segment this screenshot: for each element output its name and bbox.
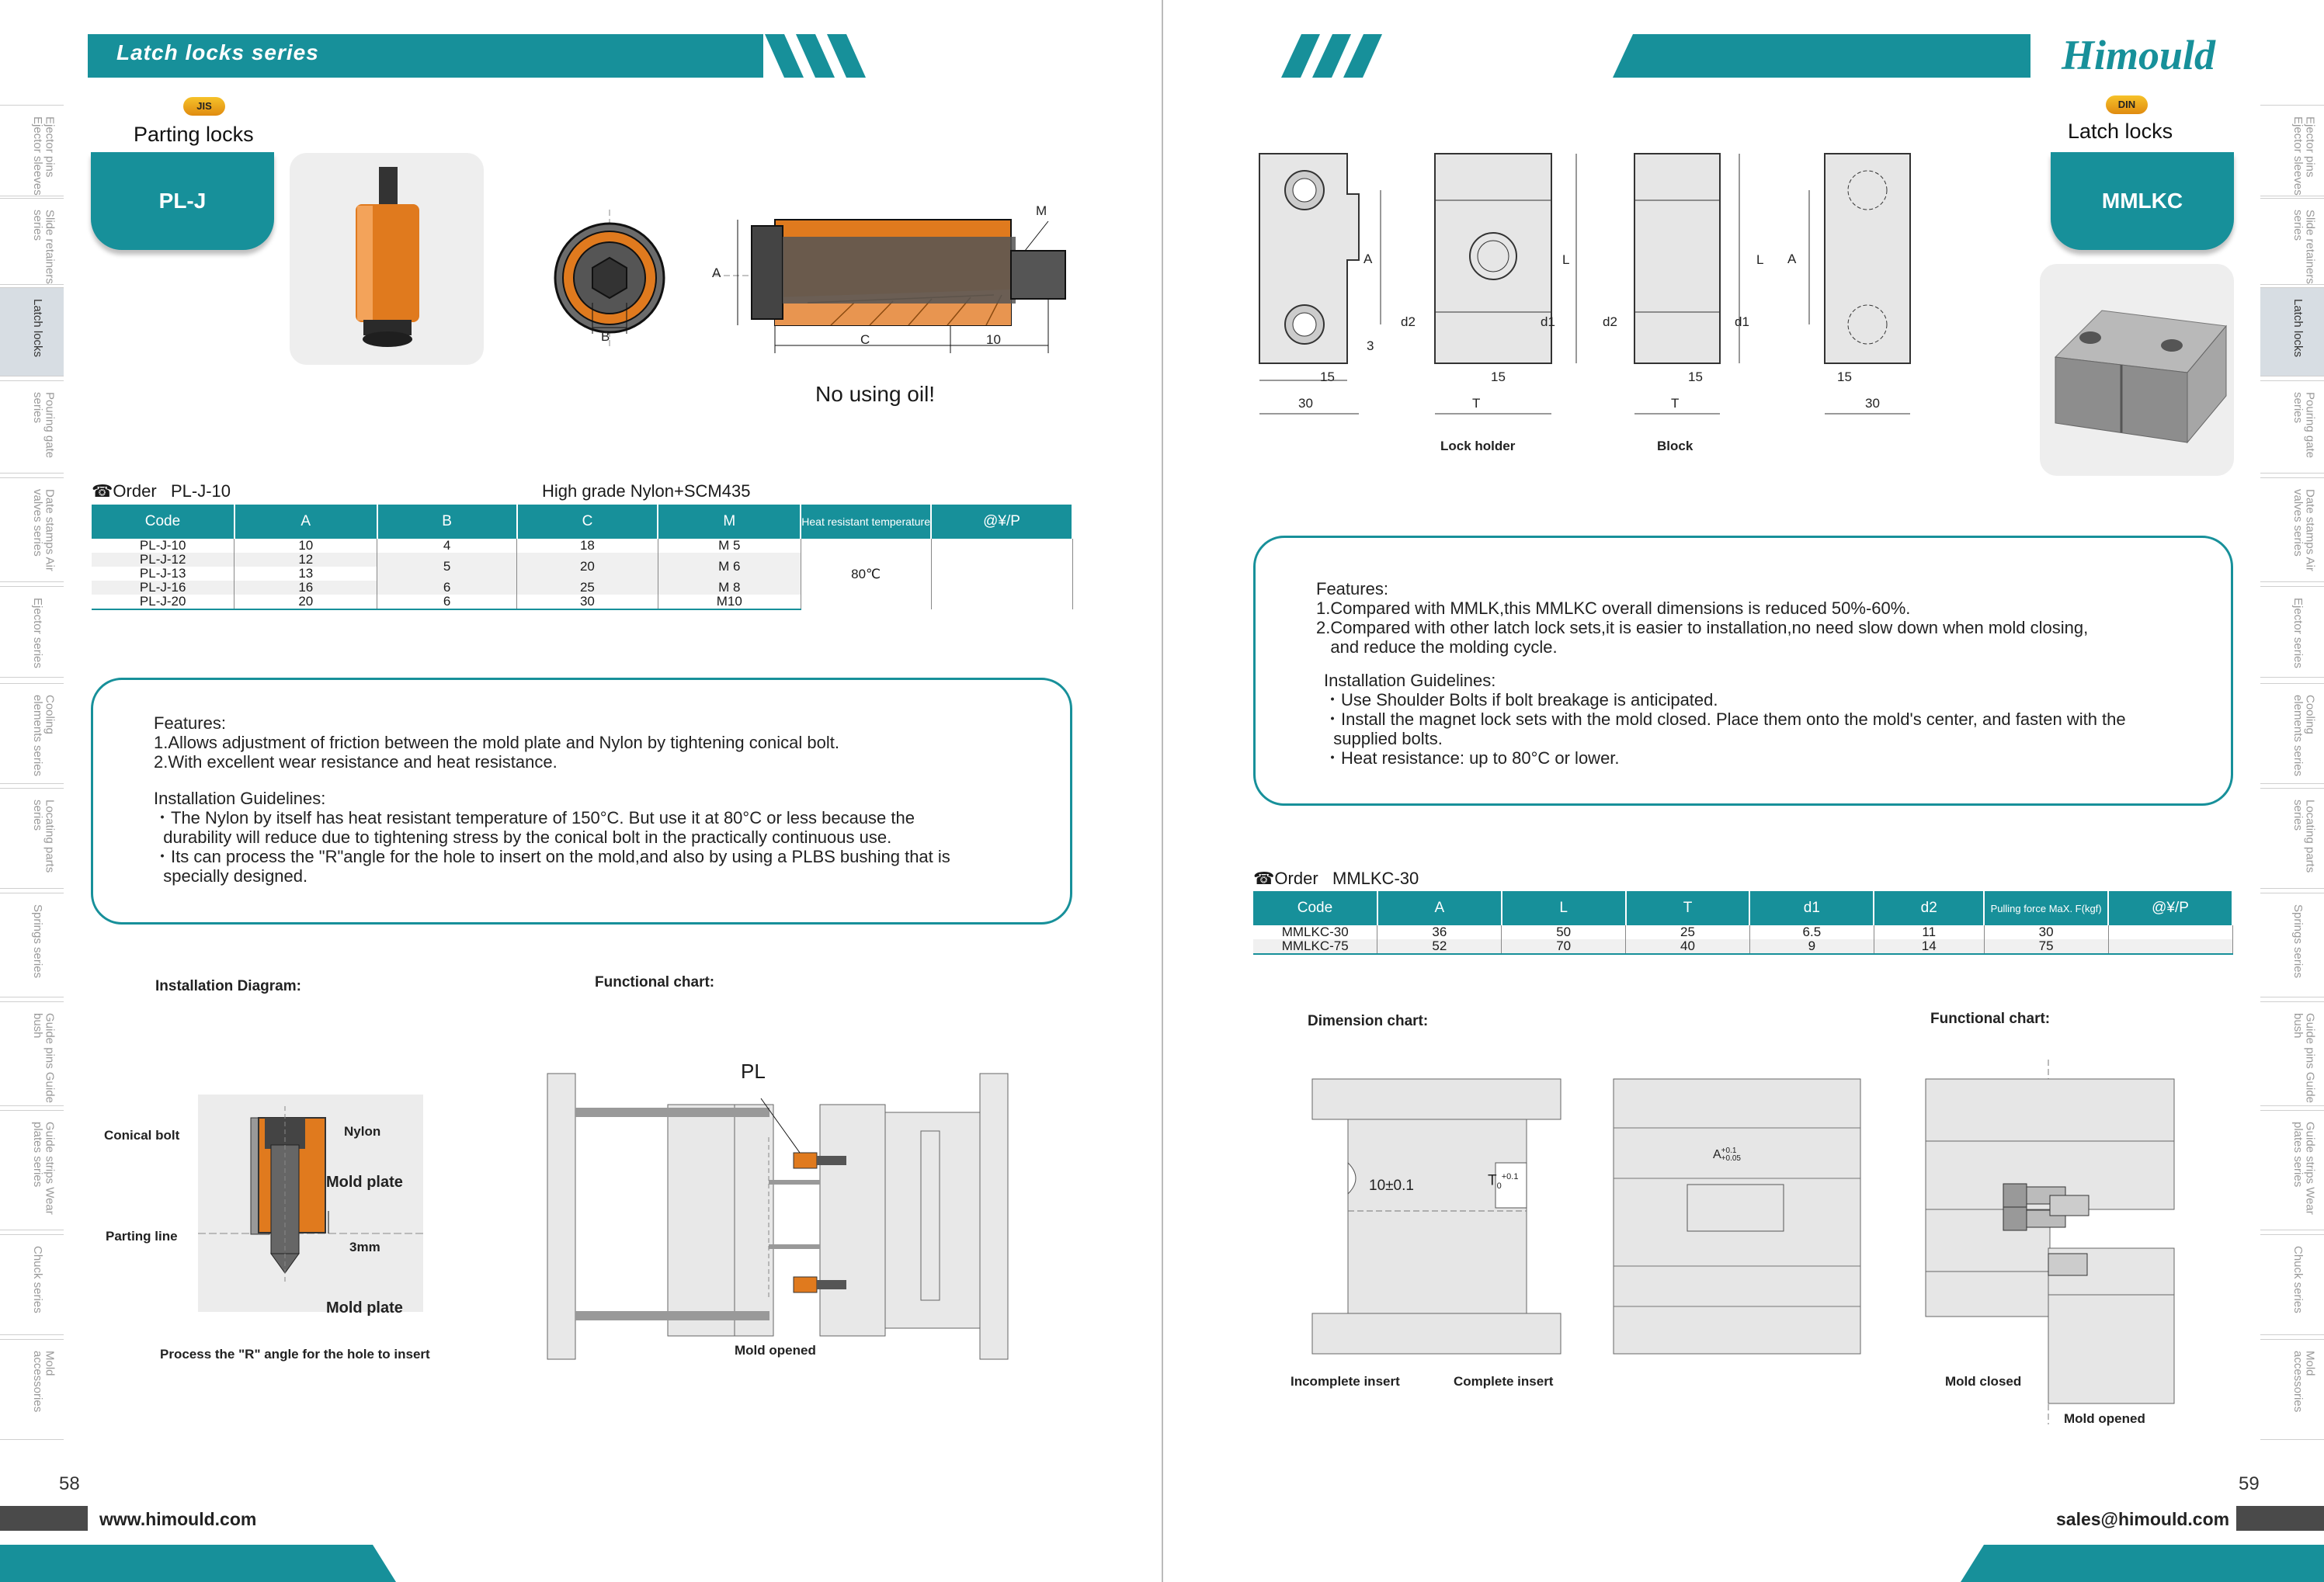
side-tab-label: Slide retainers series bbox=[2291, 210, 2317, 284]
dim-a: A bbox=[712, 265, 721, 280]
side-tab-label: Ejector pins Ejector sleeves bbox=[2291, 116, 2317, 196]
side-tab-label: Cooling elements series bbox=[30, 695, 57, 777]
side-tab-label: Springs series bbox=[30, 904, 44, 979]
side-tab-label: Guide strips Wear plates series bbox=[30, 1122, 57, 1215]
dim-m: M bbox=[1036, 203, 1047, 218]
side-tab-latch-locks[interactable] bbox=[0, 287, 64, 376]
dim-t-tol: $T_0^{+0.1}$ bbox=[1488, 1172, 1519, 1192]
side-tab-label: Guide strips Wear plates series bbox=[2291, 1122, 2317, 1215]
left-features-box bbox=[91, 678, 1072, 925]
side-tab-cooling-elements-series[interactable] bbox=[2260, 683, 2324, 784]
rdim-d1-2: d1 bbox=[1735, 314, 1749, 329]
rdim-30-1: 30 bbox=[1298, 396, 1313, 411]
pl-j-photo-product bbox=[290, 153, 484, 365]
pl-j-side-view bbox=[714, 198, 1064, 361]
dim-10: 10 bbox=[986, 332, 1001, 347]
left-functional-chart bbox=[544, 1067, 1025, 1362]
mmlkc-photo-product bbox=[2040, 264, 2234, 476]
side-tab-label: Mold accessories bbox=[2291, 1351, 2317, 1413]
side-tab-label: Guide pins Guide bush bbox=[2291, 1013, 2317, 1103]
rdim-15-3: 15 bbox=[1688, 369, 1703, 384]
right-functional-chart bbox=[1924, 1060, 2180, 1424]
rdim-a2: A bbox=[1787, 252, 1797, 266]
side-tab-label: Date stamps Air valves series bbox=[30, 489, 57, 571]
rdim-l2: L bbox=[1756, 252, 1764, 267]
dim-10-tol: 10±0.1 bbox=[1369, 1178, 1414, 1194]
side-tab-label: Ejector series bbox=[30, 598, 44, 668]
side-tab-label: Cooling elements series bbox=[2291, 695, 2317, 777]
rdim-d1-1: d1 bbox=[1541, 314, 1555, 329]
rdim-a1: A bbox=[1363, 252, 1373, 266]
side-tab-label: Chuck series bbox=[30, 1246, 44, 1313]
side-tab-springs-series[interactable] bbox=[2260, 893, 2324, 997]
label-parting-line: Parting line bbox=[106, 1229, 178, 1244]
mmlkc-drawings bbox=[1242, 147, 1910, 435]
side-tab-pouring-gate-series[interactable] bbox=[0, 380, 64, 474]
side-tab-mold-accessories[interactable] bbox=[0, 1339, 64, 1440]
series-title: Latch locks series bbox=[116, 40, 319, 64]
right-subtitle: Latch locks bbox=[2068, 120, 2173, 143]
rdim-t2: T bbox=[1671, 396, 1680, 411]
left-subtitle: Parting locks bbox=[134, 123, 254, 146]
side-tab-guide-pins-guide-bush[interactable] bbox=[2260, 1001, 2324, 1106]
side-tab-slide-retainers-series[interactable] bbox=[2260, 198, 2324, 285]
email-address[interactable]: sales@himould.com bbox=[2056, 1509, 2230, 1529]
rdim-30-2: 30 bbox=[1865, 396, 1880, 411]
rdim-l1: L bbox=[1562, 252, 1570, 267]
side-tab-slide-retainers-series[interactable] bbox=[0, 198, 64, 285]
side-tab-label: Locating parts series bbox=[2291, 800, 2317, 873]
label-nylon: Nylon bbox=[344, 1124, 381, 1139]
lock-holder-caption: Lock holder bbox=[1440, 439, 1516, 453]
side-tab-ejector-series[interactable] bbox=[0, 586, 64, 678]
side-tab-label: Date stamps Air valves series bbox=[2291, 489, 2317, 571]
dimension-chart-title: Dimension chart: bbox=[1308, 1013, 1429, 1029]
side-tab-locating-parts-series[interactable] bbox=[0, 788, 64, 889]
install-diagram-title: Installation Diagram: bbox=[155, 978, 301, 994]
left-func-title: Functional chart: bbox=[595, 974, 715, 990]
complete-insert-caption: Complete insert bbox=[1454, 1374, 1554, 1389]
dim-b: B bbox=[601, 329, 610, 344]
left-features: Features: 1.Allows adjustment of friction between the mold plate and Nylon by tightening conical bolt. 2.With excellent wear resistance and heat resistance. bbox=[154, 713, 839, 772]
side-tab-label: Ejector pins Ejector sleeves bbox=[30, 116, 57, 196]
dim-c: C bbox=[860, 332, 870, 347]
side-tab-label: Pouring gate series bbox=[30, 392, 57, 459]
side-tab-label: Ejector series bbox=[2291, 598, 2305, 668]
no-oil-note: No using oil! bbox=[815, 382, 936, 406]
right-features: Features: 1.Compared with MMLK,this MMLKC overall dimensions is reduced 50%-60%. 2.Compared with other latch lock sets,it is easier to installation,no need slow down when mold closing, and reduce the molding cycle. bbox=[1316, 579, 2089, 657]
side-tab-ejector-series[interactable] bbox=[2260, 586, 2324, 678]
right-func-title: Functional chart: bbox=[1930, 1011, 2051, 1027]
rdim-d2-2: d2 bbox=[1603, 314, 1617, 329]
side-tab-pouring-gate-series[interactable] bbox=[2260, 380, 2324, 474]
jis-badge: JIS bbox=[183, 97, 225, 116]
left-mold-opened: Mold opened bbox=[735, 1343, 816, 1358]
right-page-number: 59 bbox=[2239, 1473, 2260, 1494]
side-tab-label: Latch locks bbox=[2291, 299, 2305, 358]
brand-logo: Himould bbox=[2062, 32, 2216, 78]
left-guidelines: Installation Guidelines: ・The Nylon by itself has heat resistant temperature of 150°C. But use it at 80°C or less because the durability will reduce due to tightening stress by the conical bolt in the practically continuous use. ・Its can process the "R"angle for the hole to insert on the mold,and also by using a PLBS bushing that is specially designed. bbox=[154, 789, 950, 886]
right-order: ☎Order MMLKC-30 bbox=[1253, 869, 1419, 888]
install-caption: Process the "R" angle for the hole to insert bbox=[160, 1347, 430, 1362]
incomplete-insert-caption: Incomplete insert bbox=[1291, 1374, 1400, 1389]
side-tab-latch-locks[interactable] bbox=[2260, 287, 2324, 376]
side-tab-guide-strips-wear-plates-series[interactable] bbox=[0, 1110, 64, 1230]
side-tab-label: Guide pins Guide bush bbox=[30, 1013, 57, 1103]
side-tab-guide-strips-wear-plates-series[interactable] bbox=[2260, 1110, 2324, 1230]
side-tab-chuck-series[interactable] bbox=[2260, 1234, 2324, 1335]
footer-decoration bbox=[0, 1498, 2324, 1582]
rdim-t1: T bbox=[1472, 396, 1481, 411]
right-mold-opened-caption: Mold opened bbox=[2064, 1411, 2145, 1426]
dimension-chart bbox=[1311, 1077, 1862, 1372]
side-tab-label: Mold accessories bbox=[30, 1351, 57, 1413]
left-order: ☎Order PL-J-10 bbox=[92, 481, 231, 501]
block-caption: Block bbox=[1657, 439, 1693, 453]
label-conical-bolt: Conical bolt bbox=[104, 1128, 180, 1143]
rdim-15-1: 15 bbox=[1320, 369, 1335, 384]
dim-a-tol: A+0.1 +0.05 bbox=[1713, 1147, 1741, 1163]
left-material: High grade Nylon+SCM435 bbox=[542, 481, 751, 501]
left-spec-table: Code A B C M Heat resistant temperature @¥/P PL-J-10 10 4 18 M 5 80℃ PL-J-12 12 5 20 M 6 PL-J-13 13 PL-J-16 16 6 25 M 8 PL-J-20 20 6 30 M10 bbox=[92, 505, 1073, 610]
side-tab-cooling-elements-series[interactable] bbox=[0, 683, 64, 784]
left-page-number: 58 bbox=[59, 1473, 80, 1494]
side-tab-ejector-pins-ejector-sleeves[interactable] bbox=[0, 105, 64, 196]
website-url[interactable]: www.himould.com bbox=[99, 1509, 257, 1529]
rdim-15-4: 15 bbox=[1837, 369, 1852, 384]
side-tab-guide-pins-guide-bush[interactable] bbox=[0, 1001, 64, 1106]
right-code-tab: MMLKC bbox=[2051, 152, 2234, 250]
side-tab-label: Chuck series bbox=[2291, 1246, 2305, 1313]
pl-j-end-view bbox=[547, 217, 679, 349]
label-3mm: 3mm bbox=[349, 1240, 380, 1254]
rdim-3: 3 bbox=[1367, 338, 1374, 353]
pl-label: PL bbox=[741, 1060, 766, 1083]
right-guidelines: Installation Guidelines: ・Use Shoulder Bolts if bolt breakage is anticipated. ・Install the magnet lock sets with the mold closed. Place them onto the mold's center, and fasten with the supplied bolts. ・Heat resistance: up to 80°C or lower. bbox=[1324, 671, 2126, 768]
mold-closed-caption: Mold closed bbox=[1945, 1374, 2022, 1389]
side-tab-mold-accessories[interactable] bbox=[2260, 1339, 2324, 1440]
page-divider bbox=[1162, 0, 1163, 1582]
side-tab-label: Springs series bbox=[2291, 904, 2305, 979]
side-tab-label: Locating parts series bbox=[30, 800, 57, 873]
din-badge: DIN bbox=[2106, 95, 2148, 114]
side-tab-ejector-pins-ejector-sleeves[interactable] bbox=[2260, 105, 2324, 196]
label-mold-plate-1: Mold plate bbox=[326, 1174, 403, 1191]
right-spec-table: Code A L T d1 d2 Pulling force MaX. F(kgf) @¥/P MMLKC-30 36 50 25 6.5 11 30 MMLKC-75 52 70 40 9 14 75 bbox=[1253, 891, 2233, 955]
side-tab-label: Pouring gate series bbox=[2291, 392, 2317, 459]
right-features-box bbox=[1253, 536, 2233, 806]
left-code-tab: PL-J bbox=[91, 152, 274, 250]
side-tab-chuck-series[interactable] bbox=[0, 1234, 64, 1335]
side-tab-date-stamps-air-valves-series[interactable] bbox=[2260, 477, 2324, 582]
rdim-d2-1: d2 bbox=[1401, 314, 1416, 329]
rdim-15-2: 15 bbox=[1491, 369, 1506, 384]
side-tab-label: Latch locks bbox=[30, 299, 44, 358]
side-tab-date-stamps-air-valves-series[interactable] bbox=[0, 477, 64, 582]
label-mold-plate-2: Mold plate bbox=[326, 1299, 403, 1317]
side-tab-locating-parts-series[interactable] bbox=[2260, 788, 2324, 889]
side-tab-springs-series[interactable] bbox=[0, 893, 64, 997]
side-tab-label: Slide retainers series bbox=[30, 210, 57, 284]
